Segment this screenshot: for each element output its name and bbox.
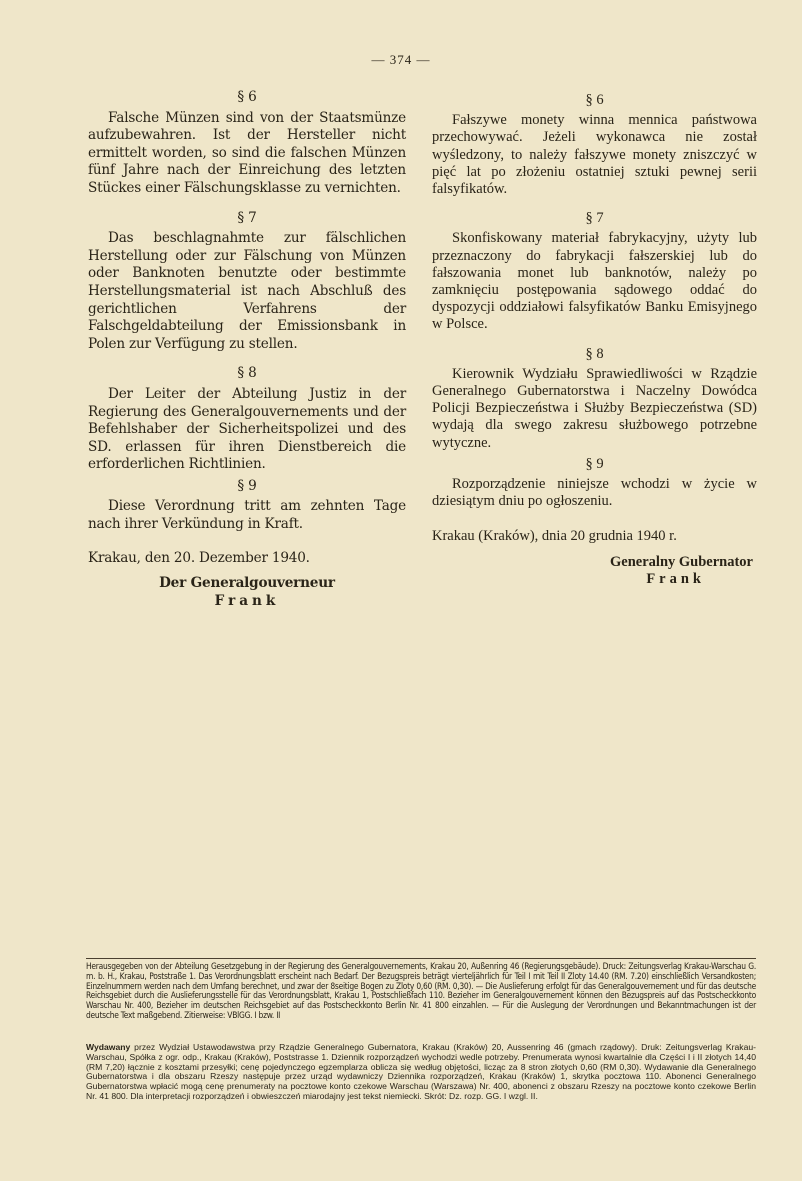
page-number: — 374 — [371,52,431,67]
german-section-6-text: Falsche Münzen sind von der Staatsmünze aufzubewahren. Ist der Hersteller nicht ermittelt worden, so sind die falschen Münzen fünf Jahre nach der Einreichung des letzten Stückes einer Fälschungsklasse zu vernichten. [88,109,406,196]
polish-column [432,88,757,588]
polish-section-7-text: Skonfiskowany materiał fabrykacyjny, użyty lub przeznaczony do fabrykacji fałszerskiej lub do fałszowania monet lub banknotów, należy po zamknięciu postępowania sądowego oddać do dyspozycji oddziałowi falsyfikatów Banku Emisyjnego w Polsce. [432,230,757,333]
german-imprint: Herausgegeben von der Abteilung Gesetzgebung in der Regierung des Generalgouvernements, Krakau 20, Außenring 46 (Regierungsgebäude). Druck: Zeitungsverlag Krakau-Warschau G. m. b. H., Krakau, Poststraße 1. Das Verordnungsblatt erscheint nach Bedarf. Der Bezugspreis beträgt vierteljährlich für Teil I mit Teil II Zloty 14.40 (RM. 7.20) einschließlich Versandkosten; Einzelnummern werden nach dem Umfang berechnet, und zwar der 8seitige Bogen zu Zloty 0,60 (RM. 0,30). — Die Auslieferung erfolgt für das Generalgouvernement und für das deutsche Reichsgebiet durch die Auslieferungsstelle für das Verordnungsblatt, Krakau 1, Postschließfach 110. Bezieher im Generalgouvernement können den Bezugspreis auf das Postscheckkonto Warschau Nr. 400, Bezieher im deutschen Reichsgebiet auf das Postscheckkonto Berlin Nr. 41 800 einzahlen. — Für die Auslegung der Verordnungen und Bekanntmachungen ist der deutsche Text maßgebend. Zitierweise: VBlGG. I bzw. II [86,961,756,1020]
polish-section-8-text: Kierownik Wydziału Sprawiedliwości w Rządzie Generalnego Gubernatorstwa i Naczelny Dowódca Policji Bezpieczeństwa i Służby Bezpieczeństwa (SD) wydają dla swego zakresu służbowego potrzebne wytyczne. [432,365,757,451]
polish-section-6-text: Fałszywe monety winna mennica państwowa przechowywać. Jeżeli wykonawca nie został wyśledzony, to należy fałszywe monety zniszczyć w pięć lat po złożeniu ostatniej sztuki pewnej serii falsyfikatów. [432,112,757,198]
polish-imprint-text: przez Wydział Ustawodawstwa przy Rządzie Generalnego Gubernatora, Krakau (Kraków) 20, Aussenring 46 (gmach rządowy). Druk: Zeitungsverlag Krakau-Warschau, Spółka z ogr. odp., Krakau (Kraków), Poststrasse 1. Dziennik rozporządzeń wychodzi wedle potrzeby. Prenumerata wynosi kwartalnie dla Części I i II złotych 14,40 (RM 7,20) łącznie z kosztami przesyłki; cenę pojedynczego egzemplarza oblicza się według objętości, licząc za 8 stron złotych 0,60 (RM 0,30). Wydawanie dla Generalnego Gubernatorstwa i dla obszaru Rzeszy następuje przez urząd wydawniczy Dziennika rozporządzeń, Krakau (Kraków) 1, skrytka pocztowa 110. Abonenci Generalnego Gubernatorstwa wpłacić mogą cenę prenumeraty na pocztowe konto czekowe Warschau (Warszawa) Nr. 400, abonenci z obszaru Rzeszy na pocztowe konto czekowe Berlin Nr. 41 800. Dla interpretacji rozporządzeń i obwieszczeń miarodajny jest tekst niemiecki. Skrót: Dz. rozp. GG. I wzgl. II. [86,1042,756,1101]
polish-section-9-heading: § 9 [585,455,604,472]
german-section-6-heading: § 6 [237,89,257,105]
polish-signature-name: Frank [646,570,705,587]
german-column [88,85,406,610]
footer-divider [86,958,756,959]
polish-imprint-lead: Wydawany [86,1042,131,1052]
polish-imprint [86,1043,756,1102]
polish-section-6-heading: § 6 [585,92,604,108]
polish-section-7-heading: § 7 [585,210,604,227]
polish-date-line: Krakau (Kraków), dnia 20 grudnia 1940 r. [432,528,677,545]
german-signature-title: Der Generalgouverneur [159,575,335,592]
german-date-line: Krakau, den 20. Dezember 1940. [88,549,310,566]
polish-section-8-heading: § 8 [585,345,604,362]
german-signature-name: Frank [214,592,280,609]
polish-section-9-text: Rozporządzenie niniejsze wchodzi w życie w dziesiątym dniu po ogłoszeniu. [432,476,757,510]
german-section-9-heading: § 9 [237,477,257,494]
german-section-7-text: Das beschlagnahmte zur fälschlichen Herstellung oder zur Fälschung von Münzen oder Banknoten benutzte oder bestimmte Herstellungsmaterial ist nach Abschluß des gerichtlichen Verfahrens der Falschgeldabteilung der Emissionsbank in Polen zur Verfügung zu stellen. [88,230,406,352]
polish-signature-title: Generalny Gubernator [610,553,753,570]
german-section-8-heading: § 8 [237,365,257,382]
german-section-9-text: Diese Verordnung tritt am zehnten Tage nach ihrer Verkündung in Kraft. [88,498,406,533]
german-section-8-text: Der Leiter der Abteilung Justiz in der Regierung des Generalgouvernements und der Befehlshaber der Sicherheitspolizei und des SD. erlassen für ihren Dienstbereich die erforderlichen Richtlinien. [88,385,406,473]
german-section-7-heading: § 7 [237,209,257,226]
